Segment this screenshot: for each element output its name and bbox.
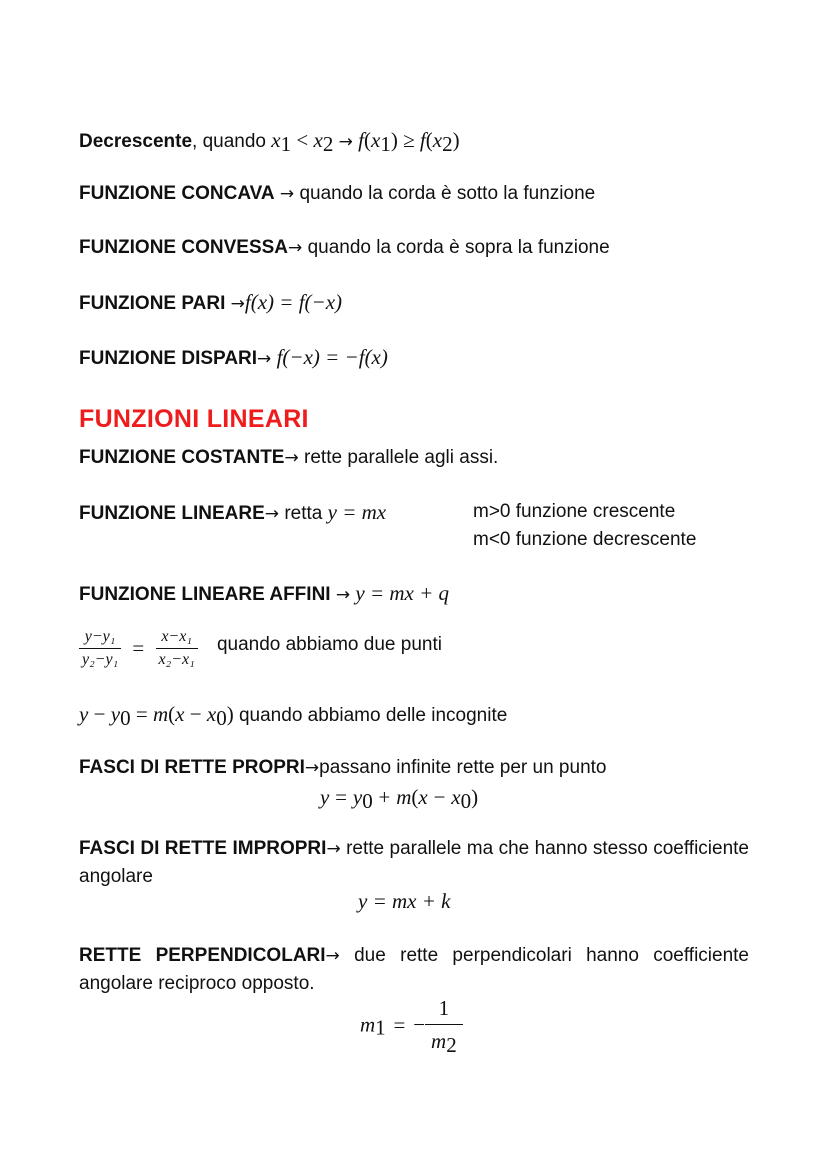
concava-text: quando la corda è sotto la funzione (299, 183, 596, 204)
arrow-icon: → (264, 504, 280, 524)
incognite-open: ( (168, 702, 176, 726)
decrescente-sub1: 1 (280, 132, 292, 156)
two-points-eq: = (132, 636, 145, 660)
decrescente-p4: ) (452, 128, 460, 152)
affini-label: FUNZIONE LINEARE AFFINI (79, 584, 331, 605)
incognite-subx0: 0 (216, 706, 227, 730)
incognite-close: ) (226, 702, 234, 726)
lineare-formula: y = mx (327, 500, 387, 524)
propri-eq: = (335, 785, 348, 809)
perpendicolari-sub1: 1 (375, 1015, 386, 1040)
perpendicolari-minus: − (413, 1012, 426, 1037)
costante-label: FUNZIONE COSTANTE (79, 447, 285, 468)
lineare-note-crescente: m>0 funzione crescente (473, 501, 676, 522)
perpendicolari-label: RETTE PERPENDICOLARI (79, 945, 326, 966)
decrescente-x1: x (271, 128, 281, 152)
incognite-eq: = (135, 702, 148, 726)
perpendicolari-fraction (425, 996, 463, 1057)
decrescente-sub4: 2 (442, 132, 453, 156)
decrescente-ge: ≥ (403, 128, 415, 152)
lineare-label: FUNZIONE LINEARE (79, 503, 265, 524)
decrescente-text: , quando (192, 131, 272, 152)
fraction-left-denominator: y₂−y₁ (82, 651, 119, 668)
incognite-sub0: 0 (120, 706, 131, 730)
decrescente-p3: ( (425, 128, 433, 152)
incognite-x0: x (206, 702, 217, 726)
pari-formula: f(x) = f(−x) (244, 290, 343, 314)
section-title: FUNZIONI LINEARI (79, 405, 309, 433)
concava-label: FUNZIONE CONCAVA (79, 183, 275, 204)
incognite-minus: − (93, 702, 106, 726)
propri-subx0: 0 (460, 789, 472, 813)
propri-minus: − (433, 785, 446, 809)
two-points-text: quando abbiamo due punti (216, 633, 442, 655)
perpendicolari-numerator: 1 (425, 996, 463, 1025)
decrescente-p1: ( (364, 128, 371, 152)
decrescente-f1: f (358, 128, 364, 152)
impropri-label: FASCI DI RETTE IMPROPRI (79, 838, 327, 859)
fraction-left (79, 628, 121, 669)
costante-line (79, 446, 498, 470)
affini-line (79, 581, 449, 607)
decrescente-f2: f (419, 128, 426, 152)
perpendicolari-formula (360, 996, 463, 1057)
impropri-paragraph (79, 835, 749, 891)
decrescente-x2: x (313, 128, 323, 152)
convessa-label: FUNZIONE CONVESSA (79, 237, 289, 258)
decrescente-lt: < (296, 128, 309, 152)
propri-x0: x (451, 785, 461, 809)
propri-line (79, 756, 606, 780)
dispari-line (79, 345, 388, 371)
arrow-icon: → (325, 946, 340, 966)
convessa-line (79, 236, 610, 260)
propri-close: ) (471, 785, 479, 809)
impropri-text: rette parallele ma che hanno stesso coefficiente angolare (79, 838, 749, 887)
perpendicolari-sub2: 2 (446, 1033, 457, 1057)
incognite-y: y (79, 702, 89, 726)
propri-formula (320, 785, 479, 813)
fraction-right (156, 628, 198, 669)
fraction-right-denominator: x₂−x₁ (158, 651, 195, 668)
costante-text: rette parallele agli assi. (304, 447, 499, 468)
arrow-icon: → (326, 839, 341, 859)
decrescente-x4: x (432, 128, 443, 152)
perpendicolari-m1: m (360, 1012, 376, 1037)
pari-label: FUNZIONE PARI (79, 293, 226, 314)
decrescente-label: Decrescente (79, 131, 193, 152)
arrow-icon: → (279, 184, 295, 204)
arrow-icon: → (284, 448, 299, 468)
lineare-line (79, 500, 386, 526)
propri-text: passano infinite rette per un punto (319, 757, 607, 778)
fraction-left-numerator: y−y₁ (79, 628, 121, 649)
incognite-line (79, 702, 507, 728)
pari-line (79, 290, 342, 316)
impropri-formula: y = mx + k (358, 889, 451, 913)
propri-m: m (396, 785, 412, 809)
incognite-m: m (152, 702, 169, 726)
perpendicolari-paragraph (79, 942, 749, 998)
propri-open: ( (411, 785, 419, 809)
fraction-right-numerator: x−x₁ (156, 628, 198, 649)
lineare-text: retta (284, 503, 323, 524)
arrow-icon: → (338, 132, 353, 152)
concava-line (79, 182, 595, 206)
decrescente-line (79, 128, 460, 154)
incognite-text: quando abbiamo delle incognite (238, 705, 508, 726)
perpendicolari-eq: = (393, 1012, 406, 1037)
arrow-icon: → (288, 238, 303, 258)
perpendicolari-m2: m (431, 1029, 447, 1053)
lineare-note-decrescente: m<0 funzione decrescente (473, 529, 697, 550)
dispari-label: FUNZIONE DISPARI (79, 348, 258, 369)
incognite-minus2: − (189, 702, 202, 726)
propri-x: x (418, 785, 428, 809)
perpendicolari-denominator (425, 1025, 463, 1057)
perpendicolari-text: due rette perpendicolari hanno coefficiente angolare reciproco opposto. (79, 945, 749, 994)
arrow-icon: → (304, 758, 320, 778)
arrow-icon: → (230, 294, 245, 314)
decrescente-sub2: 2 (322, 132, 334, 156)
propri-y: y (320, 785, 330, 809)
convessa-text: quando la corda è sopra la funzione (307, 237, 610, 258)
propri-sub0: 0 (362, 789, 373, 813)
decrescente-x3: x (371, 128, 381, 152)
two-points-line (79, 628, 442, 669)
incognite-x: x (175, 702, 185, 726)
decrescente-sub3: 1 (380, 132, 391, 156)
affini-formula: y = mx + q (355, 581, 450, 605)
arrow-icon: → (257, 349, 272, 369)
propri-label: FASCI DI RETTE PROPRI (79, 757, 305, 778)
dispari-formula: f(−x) = −f(x) (276, 345, 388, 369)
decrescente-p2: ) (390, 128, 398, 152)
propri-plus: + (378, 785, 391, 809)
propri-y0: y (352, 785, 363, 809)
arrow-icon: → (335, 585, 351, 605)
incognite-y0: y (110, 702, 121, 726)
